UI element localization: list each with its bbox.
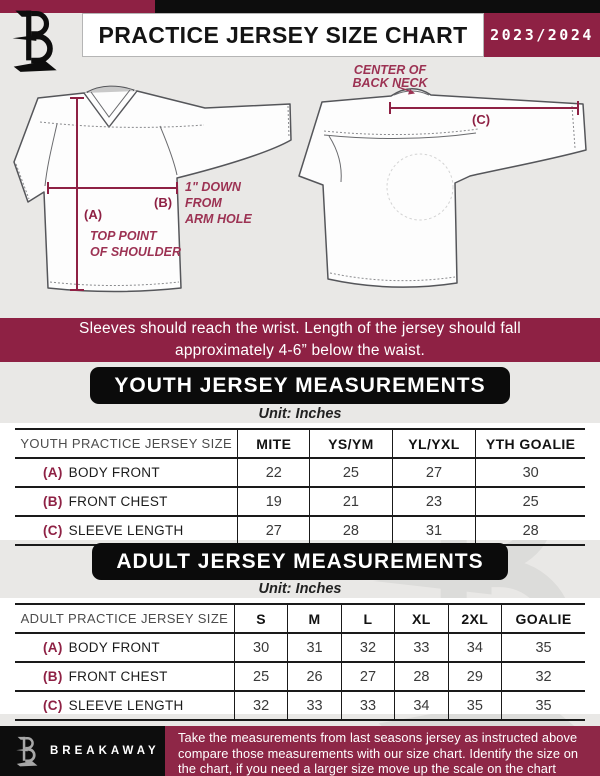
table-header-label: ADULT PRACTICE JERSEY SIZE [15,604,234,633]
adult-size-table [15,603,585,721]
adult-section-heading: ADULT JERSEY MEASUREMENTS [92,543,507,580]
label-b: (B) [154,195,173,210]
table-header-label: YOUTH PRACTICE JERSEY SIZE [15,429,238,458]
measurement-value: 27 [392,458,476,487]
measurement-value: 35 [448,691,501,720]
measurement-value: 34 [448,633,501,662]
measurement-value: 33 [395,633,448,662]
footer-note-text: Take the measurements from last seasons jersey as instructed above compare those measurements with our size chart. Identify the size on the chart, if you need a larger size move up the scale on the chart [178,730,579,776]
row-label: (B) FRONT CHEST [15,487,238,516]
table-row [15,487,585,516]
label-c: (C) [472,112,491,127]
table-row [15,633,585,662]
table-row [15,516,585,545]
breakaway-footer-logo-icon [16,735,41,767]
measurement-value: 28 [476,516,585,545]
table-header-size: 2XL [448,604,501,633]
svg-text:OF SHOULDER: OF SHOULDER [90,245,181,259]
svg-text:ARM HOLE: ARM HOLE [185,212,252,226]
table-header-row [15,429,585,458]
measurement-value: 23 [392,487,476,516]
row-label: (C) SLEEVE LENGTH [15,691,234,720]
measurement-value: 28 [310,516,393,545]
svg-text:BACK NECK: BACK NECK [352,76,428,90]
label-a: (A) [84,207,103,222]
season-badge: 2023/2024 [484,13,600,57]
front-jersey-diagram [14,86,291,291]
measurement-value: 32 [234,691,287,720]
measurement-value: 27 [238,516,310,545]
svg-text:FROM: FROM [185,196,222,210]
measurement-value: 29 [448,662,501,691]
table-header-row [15,604,585,633]
svg-text:CENTER OF: CENTER OF [353,63,427,77]
table-header-size: YS/YM [310,429,393,458]
measurement-value: 32 [341,633,394,662]
page-title: PRACTICE JERSEY SIZE CHART [82,13,484,57]
svg-text:TOP POINT: TOP POINT [90,229,157,243]
table-header-size: MITE [238,429,310,458]
youth-unit-label: Unit: Inches [258,406,342,422]
table-header-size: S [234,604,287,633]
table-header-size: YL/YXL [392,429,476,458]
measurement-value: 19 [238,487,310,516]
youth-section-heading: YOUTH JERSEY MEASUREMENTS [90,367,509,404]
jersey-diagrams [0,60,600,312]
measurement-value: 27 [341,662,394,691]
measurement-value: 30 [234,633,287,662]
adult-unit-label: Unit: Inches [258,581,342,597]
measurement-value: 21 [310,487,393,516]
fit-instruction-line2: approximately 4-6” below the waist. [175,342,425,359]
row-label: (A) BODY FRONT [15,633,234,662]
table-header-size: L [341,604,394,633]
footer-note-box [165,726,600,776]
svg-text:1" DOWN: 1" DOWN [185,180,241,194]
table-row [15,458,585,487]
measurement-value: 25 [310,458,393,487]
fit-instruction-banner [0,318,600,362]
measurement-value: 33 [288,691,341,720]
row-label: (A) BODY FRONT [15,458,238,487]
table-header-size: GOALIE [502,604,585,633]
measurement-value: 25 [476,487,585,516]
measurement-value: 31 [392,516,476,545]
row-label: (B) FRONT CHEST [15,662,234,691]
measurement-value: 22 [238,458,310,487]
footer-brand-bar [0,726,165,776]
table-header-size: XL [395,604,448,633]
measurement-value: 35 [502,633,585,662]
fit-instruction-line1: Sleeves should reach the wrist. Length of the jersey should fall [79,320,521,337]
table-header-size: YTH GOALIE [476,429,585,458]
measurement-value: 32 [502,662,585,691]
measurement-value: 25 [234,662,287,691]
table-header-size: M [288,604,341,633]
measurement-value: 26 [288,662,341,691]
measurement-value: 33 [341,691,394,720]
table-row [15,662,585,691]
footer-brand-name: BREAKAWAY [50,745,160,757]
measurement-value: 30 [476,458,585,487]
row-label: (C) SLEEVE LENGTH [15,516,238,545]
youth-size-table [15,428,585,546]
measurement-value: 35 [502,691,585,720]
measurement-value: 28 [395,662,448,691]
measurement-value: 31 [288,633,341,662]
table-row [15,691,585,720]
measurement-value: 34 [395,691,448,720]
top-strip-black [155,0,600,13]
back-jersey-diagram [299,63,586,287]
